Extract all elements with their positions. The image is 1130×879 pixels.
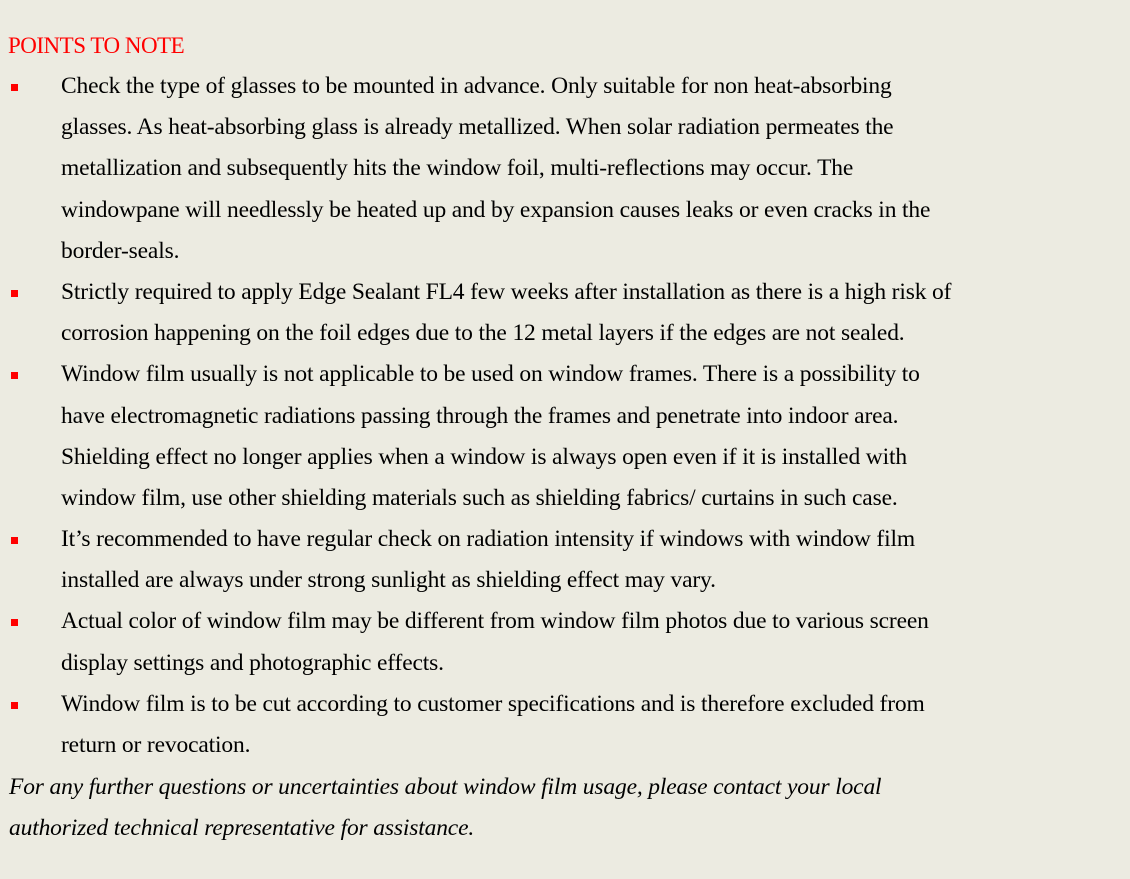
list-item	[0, 66, 1130, 272]
bullet-square-icon	[11, 537, 18, 544]
bullet-square-icon	[11, 702, 18, 709]
list-item	[0, 354, 1130, 519]
item-text-line: metallization and subsequently hits the window foil, multi-reflections may occur. The	[61, 155, 854, 182]
footer-note	[9, 767, 881, 849]
item-text-line: Check the type of glasses to be mounted in advance. Only suitable for non heat-absorbing	[61, 73, 892, 99]
note-text-line: For any further questions or uncertainties about window film usage, please contact your local	[9, 774, 882, 800]
item-text-line: window film, use other shielding materials such as shielding fabrics/ curtains in such case.	[61, 484, 898, 511]
item-text-line: installed are always under strong sunlight as shielding effect may vary.	[61, 567, 716, 594]
item-text-line: Window film is to be cut according to customer specifications and is therefore excluded from	[61, 690, 925, 717]
bullet-square-icon	[11, 619, 18, 626]
item-text-line: border-seals.	[61, 237, 180, 264]
list-item	[0, 684, 1130, 766]
item-text-line: windowpane will needlessly be heated up and by expansion causes leaks or even cracks in the	[61, 196, 931, 223]
bullet-square-icon	[11, 84, 18, 91]
note-text-line: authorized technical representative for assistance.	[9, 815, 475, 842]
item-text-line: Window film usually is not applicable to be used on window frames. There is a possibility to	[61, 361, 920, 388]
list-item	[0, 601, 1130, 683]
item-text-line: glasses. As heat-absorbing glass is already metallized. When solar radiation permeates the	[61, 114, 894, 141]
section-heading: POINTS TO NOTE	[8, 33, 185, 58]
item-text-line: Actual color of window film may be different from window film photos due to various screen	[61, 608, 929, 635]
item-text-line: display settings and photographic effects.	[61, 649, 444, 676]
item-text-line: have electromagnetic radiations passing through the frames and penetrate into indoor area.	[61, 402, 899, 429]
bullet-square-icon	[11, 372, 18, 379]
item-text-line: return or revocation.	[61, 732, 251, 758]
list-item	[0, 519, 1130, 601]
item-text-line: Shielding effect no longer applies when a window is always open even if it is installed with	[61, 443, 907, 470]
bullet-square-icon	[11, 290, 18, 297]
list-item	[0, 272, 1130, 354]
item-text-line: Strictly required to apply Edge Sealant FL4 few weeks after installation as there is a high risk of	[61, 278, 952, 305]
item-text-line: corrosion happening on the foil edges due to the 12 metal layers if the edges are not sealed.	[61, 320, 905, 347]
notes-list	[0, 66, 1130, 766]
item-text-line: It’s recommended to have regular check on radiation intensity if windows with window film	[61, 526, 915, 553]
